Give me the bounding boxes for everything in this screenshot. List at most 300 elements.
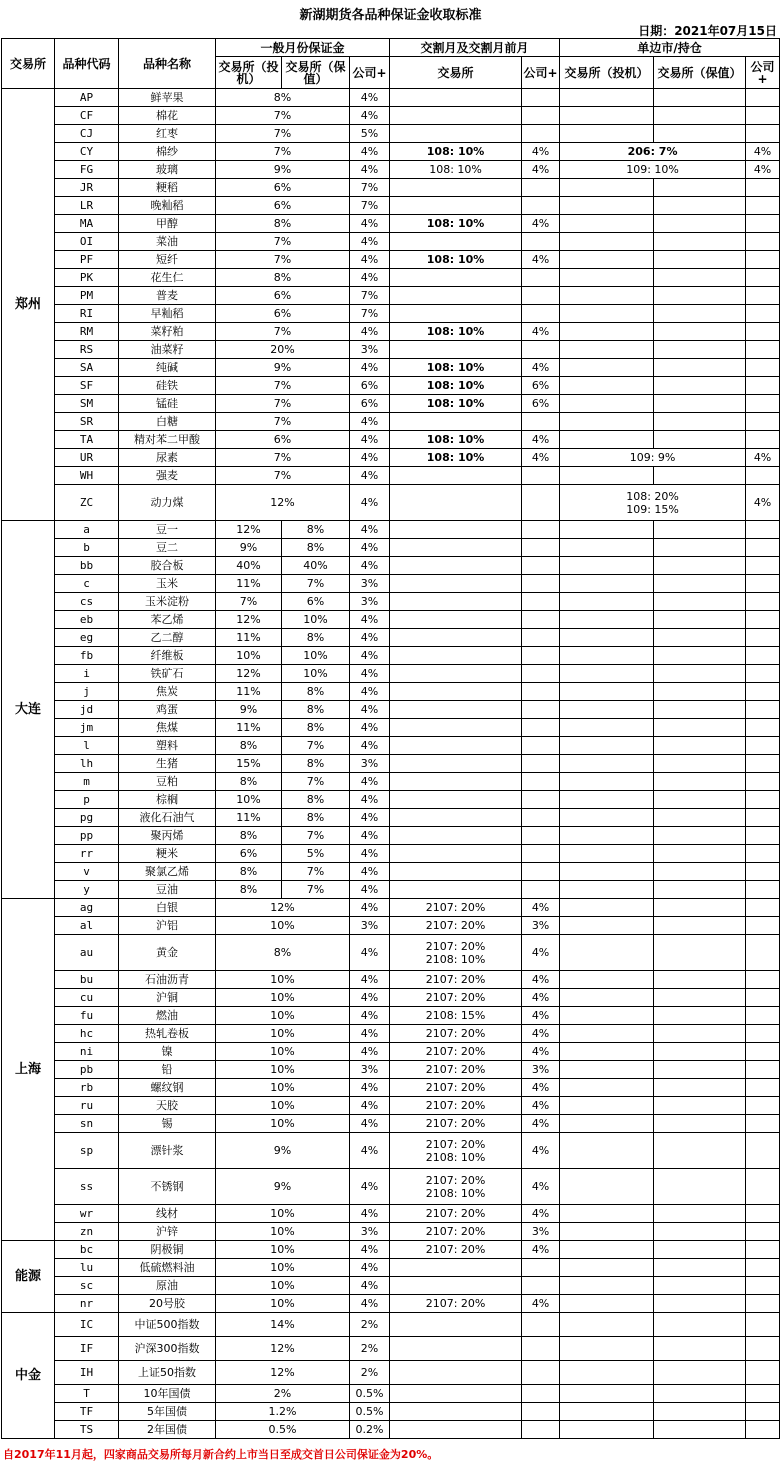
name-cell: 乙二醇 [119,629,216,647]
code-cell: m [55,773,119,791]
single-spec-cell [560,431,654,449]
company-add-cell: 4% [350,143,390,161]
single-spec-cell [560,89,654,107]
company-add-cell: 7% [350,287,390,305]
delivery-exch-cell: 2107: 20% [390,971,522,989]
name-cell: 纤维板 [119,647,216,665]
table-row [2,719,780,737]
single-hedge-cell [654,1061,746,1079]
delivery-company-cell [522,89,560,107]
name-cell: 晚籼稻 [119,197,216,215]
single-spec-cell [560,989,654,1007]
exchange-cell: 大连 [2,521,55,899]
single-company-cell [746,845,780,863]
single-spec-cell [560,899,654,917]
delivery-company-cell [522,233,560,251]
company-add-cell: 4% [350,899,390,917]
single-hedge-cell [654,215,746,233]
single-spec-cell [560,1061,654,1079]
delivery-exch-cell [390,197,522,215]
single-hedge-cell [654,971,746,989]
single-spec-cell [560,1115,654,1133]
single-company-cell [746,215,780,233]
general-margin-cell: 6% [216,179,350,197]
name-cell: 棉纱 [119,143,216,161]
table-row [2,701,780,719]
delivery-company-cell: 6% [522,377,560,395]
delivery-exch-cell: 2107: 20% [390,917,522,935]
single-hedge-cell [654,1295,746,1313]
company-add-cell: 3% [350,917,390,935]
table-row [2,449,780,467]
delivery-company-cell: 4% [522,1079,560,1097]
code-cell: TA [55,431,119,449]
company-add-cell: 4% [350,989,390,1007]
name-cell: 塑料 [119,737,216,755]
general-margin-cell: 7% [216,251,350,269]
name-cell: 黄金 [119,935,216,971]
table-row [2,377,780,395]
single-company-cell [746,341,780,359]
code-cell: SA [55,359,119,377]
company-add-cell: 4% [350,467,390,485]
company-add-cell: 3% [350,341,390,359]
general-margin-cell: 6% [216,197,350,215]
single-spec-cell [560,755,654,773]
general-margin-cell: 7% [216,107,350,125]
table-row [2,647,780,665]
name-cell: 沪锌 [119,1223,216,1241]
single-hedge-cell [654,89,746,107]
single-hedge-cell [654,1259,746,1277]
header-delivery-month: 交割月及交割月前月 [390,39,560,57]
single-spec-cell [560,881,654,899]
delivery-company-cell: 3% [522,1061,560,1079]
name-cell: 豆二 [119,539,216,557]
delivery-company-cell [522,845,560,863]
table-row [2,1007,780,1025]
table-row [2,593,780,611]
single-company-cell [746,431,780,449]
company-add-cell: 3% [350,575,390,593]
name-cell: 石油沥青 [119,971,216,989]
table-row [2,269,780,287]
delivery-exch-cell: 2107: 20% 2108: 10% [390,1169,522,1205]
spec-margin-cell: 11% [216,683,282,701]
single-company-cell [746,179,780,197]
delivery-company-cell [522,575,560,593]
code-cell: l [55,737,119,755]
single-hedge-cell [654,395,746,413]
company-add-cell: 4% [350,1079,390,1097]
name-cell: 玻璃 [119,161,216,179]
general-margin-cell: 7% [216,233,350,251]
single-spec-cell [560,935,654,971]
single-company-cell [746,575,780,593]
name-cell: 铁矿石 [119,665,216,683]
name-cell: 生猪 [119,755,216,773]
delivery-exch-cell [390,575,522,593]
hedge-margin-cell: 8% [282,701,350,719]
delivery-company-cell: 4% [522,359,560,377]
delivery-company-cell [522,773,560,791]
delivery-company-cell: 4% [522,251,560,269]
single-spec-cell [560,107,654,125]
general-margin-cell: 12% [216,899,350,917]
single-hedge-cell [654,1133,746,1169]
single-spec-cell [560,1259,654,1277]
delivery-company-cell [522,683,560,701]
single-spec-cell [560,125,654,143]
table-row [2,539,780,557]
exchange-cell: 上海 [2,899,55,1241]
spec-margin-cell: 9% [216,701,282,719]
single-hedge-cell [654,683,746,701]
header-name: 品种名称 [119,39,216,89]
general-margin-cell: 10% [216,1295,350,1313]
single-company-cell [746,1133,780,1169]
delivery-exch-cell [390,809,522,827]
delivery-exch-cell [390,305,522,323]
delivery-company-cell [522,755,560,773]
company-add-cell: 4% [350,1007,390,1025]
company-add-cell: 7% [350,305,390,323]
delivery-company-cell: 4% [522,1043,560,1061]
exchange-cell: 中金 [2,1313,55,1439]
single-spec-cell [560,557,654,575]
single-hedge-cell [654,107,746,125]
delivery-exch-cell [390,539,522,557]
single-spec-cell [560,1025,654,1043]
hedge-margin-cell: 10% [282,647,350,665]
single-hedge-cell [654,1025,746,1043]
single-spec-cell [560,827,654,845]
single-spec-cell [560,1079,654,1097]
delivery-exch-cell [390,845,522,863]
delivery-exch-cell: 2107: 20% [390,1025,522,1043]
single-hedge-cell [654,1097,746,1115]
delivery-exch-cell [390,341,522,359]
delivery-company-cell [522,521,560,539]
delivery-company-cell: 4% [522,1133,560,1169]
delivery-exch-cell [390,233,522,251]
delivery-exch-cell: 2108: 15% [390,1007,522,1025]
company-add-cell: 6% [350,377,390,395]
name-cell: 甲醇 [119,215,216,233]
single-company-cell [746,1337,780,1361]
company-add-cell: 4% [350,935,390,971]
code-cell: lu [55,1259,119,1277]
company-add-cell: 6% [350,395,390,413]
delivery-exch-cell [390,791,522,809]
single-company-cell [746,197,780,215]
hedge-margin-cell: 10% [282,611,350,629]
delivery-company-cell [522,1313,560,1337]
single-hedge-cell [654,827,746,845]
delivery-exch-cell [390,89,522,107]
table-row [2,341,780,359]
delivery-company-cell: 4% [522,1025,560,1043]
single-company-cell [746,1097,780,1115]
spec-margin-cell: 12% [216,611,282,629]
single-hedge-cell [654,341,746,359]
company-add-cell: 4% [350,1043,390,1061]
single-spec-cell [560,1205,654,1223]
single-company-cell [746,1115,780,1133]
company-add-cell: 4% [350,1205,390,1223]
company-add-cell: 4% [350,215,390,233]
single-company-cell: 4% [746,485,780,521]
company-add-cell: 4% [350,629,390,647]
delivery-company-cell: 4% [522,1295,560,1313]
company-add-cell: 4% [350,89,390,107]
single-spec-cell [560,341,654,359]
single-company-cell [746,683,780,701]
delivery-company-cell [522,125,560,143]
single-company-cell [746,665,780,683]
single-spec-cell [560,629,654,647]
company-add-cell: 3% [350,755,390,773]
general-margin-cell: 9% [216,1133,350,1169]
single-spec-cell [560,269,654,287]
general-margin-cell: 10% [216,1259,350,1277]
code-cell: IH [55,1361,119,1385]
delivery-exch-cell [390,1421,522,1439]
table-row [2,1295,780,1313]
delivery-exch-cell [390,1361,522,1385]
single-hedge-cell [654,179,746,197]
single-company-cell [746,989,780,1007]
company-add-cell: 0.2% [350,1421,390,1439]
name-cell: 硅铁 [119,377,216,395]
single-company-cell [746,863,780,881]
delivery-exch-cell: 2107: 20% [390,1079,522,1097]
general-margin-cell: 10% [216,1277,350,1295]
name-cell: 短纤 [119,251,216,269]
code-cell: ru [55,1097,119,1115]
name-cell: 螺纹钢 [119,1079,216,1097]
delivery-company-cell [522,467,560,485]
single-company-cell [746,233,780,251]
spec-margin-cell: 9% [216,539,282,557]
table-row [2,1223,780,1241]
single-hedge-cell [654,539,746,557]
single-company-cell [746,1259,780,1277]
delivery-exch-cell: 108: 10% [390,143,522,161]
delivery-exch-cell [390,755,522,773]
delivery-company-cell: 4% [522,323,560,341]
name-cell: 20号胶 [119,1295,216,1313]
table-row [2,1361,780,1385]
delivery-company-cell [522,485,560,521]
single-hedge-cell [654,665,746,683]
single-hedge-cell [654,1313,746,1337]
table-row [2,359,780,377]
table-row [2,665,780,683]
delivery-company-cell: 4% [522,161,560,179]
single-hedge-cell [654,917,746,935]
general-margin-cell: 8% [216,89,350,107]
company-add-cell: 2% [350,1361,390,1385]
single-company-cell [746,287,780,305]
table-row [2,323,780,341]
table-row [2,179,780,197]
company-add-cell: 4% [350,485,390,521]
single-company-cell [746,1223,780,1241]
delivery-exch-cell [390,125,522,143]
delivery-company-cell: 4% [522,1241,560,1259]
name-cell: 白糖 [119,413,216,431]
code-cell: OI [55,233,119,251]
single-spec-cell [560,521,654,539]
table-row [2,1043,780,1061]
code-cell: jm [55,719,119,737]
code-cell: y [55,881,119,899]
general-margin-cell: 8% [216,215,350,233]
company-add-cell: 4% [350,431,390,449]
table-row [2,935,780,971]
table-body [2,89,780,1439]
single-spec-cell [560,287,654,305]
company-add-cell: 7% [350,179,390,197]
table-row [2,1097,780,1115]
code-cell: jd [55,701,119,719]
code-cell: eb [55,611,119,629]
hedge-margin-cell: 6% [282,593,350,611]
name-cell: 尿素 [119,449,216,467]
delivery-company-cell [522,593,560,611]
company-add-cell: 5% [350,125,390,143]
table-row [2,1205,780,1223]
single-company-cell [746,89,780,107]
company-add-cell: 2% [350,1313,390,1337]
name-cell: 漂针浆 [119,1133,216,1169]
spec-margin-cell: 8% [216,863,282,881]
single-spec-cell [560,1043,654,1061]
company-add-cell: 2% [350,1337,390,1361]
single-hedge-cell [654,845,746,863]
delivery-exch-cell [390,107,522,125]
single-spec-cell [560,737,654,755]
footnote: 自2017年11月起，四家商品交易所每月新合约上市当日至成交首日公司保证金为20%。 [3,1448,439,1461]
name-cell: 普麦 [119,287,216,305]
company-add-cell: 4% [350,251,390,269]
delivery-company-cell: 4% [522,431,560,449]
single-hedge-cell [654,1169,746,1205]
table-row [2,1061,780,1079]
name-cell: 上证50指数 [119,1361,216,1385]
header-single-side: 单边市/持仓 [560,39,780,57]
table-row [2,1277,780,1295]
table-row [2,863,780,881]
delivery-exch-cell [390,287,522,305]
table-row [2,1025,780,1043]
single-hedge-cell [654,1385,746,1403]
single-hedge-cell [654,863,746,881]
general-margin-cell: 9% [216,359,350,377]
single-spec-cell [560,917,654,935]
delivery-exch-cell: 108: 10% [390,359,522,377]
single-spec-cell [560,1007,654,1025]
single-side-cell: 206: 7% [560,143,746,161]
hedge-margin-cell: 8% [282,791,350,809]
table-row [2,1241,780,1259]
table-row [2,755,780,773]
table-row [2,899,780,917]
single-hedge-cell [654,1403,746,1421]
single-company-cell [746,935,780,971]
delivery-exch-cell [390,593,522,611]
single-company-cell [746,737,780,755]
single-hedge-cell [654,1079,746,1097]
single-hedge-cell [654,1205,746,1223]
single-hedge-cell [654,1421,746,1439]
page-title: 新湖期货各品种保证金收取标准 [299,8,482,23]
spec-margin-cell: 8% [216,737,282,755]
delivery-exch-cell [390,557,522,575]
general-margin-cell: 12% [216,485,350,521]
single-company-cell [746,611,780,629]
delivery-exch-cell [390,1385,522,1403]
company-add-cell: 4% [350,323,390,341]
delivery-company-cell [522,269,560,287]
name-cell: 早籼稻 [119,305,216,323]
table-row [2,827,780,845]
name-cell: 红枣 [119,125,216,143]
company-add-cell: 7% [350,197,390,215]
delivery-company-cell [522,1259,560,1277]
delivery-exch-cell: 2107: 20% [390,1061,522,1079]
hedge-margin-cell: 8% [282,629,350,647]
hedge-margin-cell: 7% [282,881,350,899]
single-hedge-cell [654,1223,746,1241]
single-company-cell [746,1277,780,1295]
delivery-exch-cell [390,1313,522,1337]
single-spec-cell [560,971,654,989]
delivery-exch-cell [390,611,522,629]
single-spec-cell [560,1169,654,1205]
name-cell: 花生仁 [119,269,216,287]
code-cell: IC [55,1313,119,1337]
table-row [2,251,780,269]
hedge-margin-cell: 8% [282,521,350,539]
single-side-cell: 109: 10% [560,161,746,179]
single-spec-cell [560,611,654,629]
single-company-cell [746,971,780,989]
name-cell: 2年国债 [119,1421,216,1439]
code-cell: TS [55,1421,119,1439]
company-add-cell: 4% [350,1295,390,1313]
table-row [2,989,780,1007]
code-cell: CF [55,107,119,125]
company-add-cell: 4% [350,539,390,557]
delivery-company-cell: 4% [522,1169,560,1205]
delivery-company-cell [522,539,560,557]
table-row [2,125,780,143]
header-company: 公司+ [350,57,390,89]
spec-margin-cell: 10% [216,647,282,665]
single-spec-cell [560,1421,654,1439]
company-add-cell: 4% [350,971,390,989]
delivery-company-cell [522,647,560,665]
single-hedge-cell [654,809,746,827]
name-cell: 强麦 [119,467,216,485]
delivery-company-cell [522,629,560,647]
single-spec-cell [560,1385,654,1403]
single-hedge-cell [654,575,746,593]
code-cell: cs [55,593,119,611]
name-cell: 棉花 [119,107,216,125]
